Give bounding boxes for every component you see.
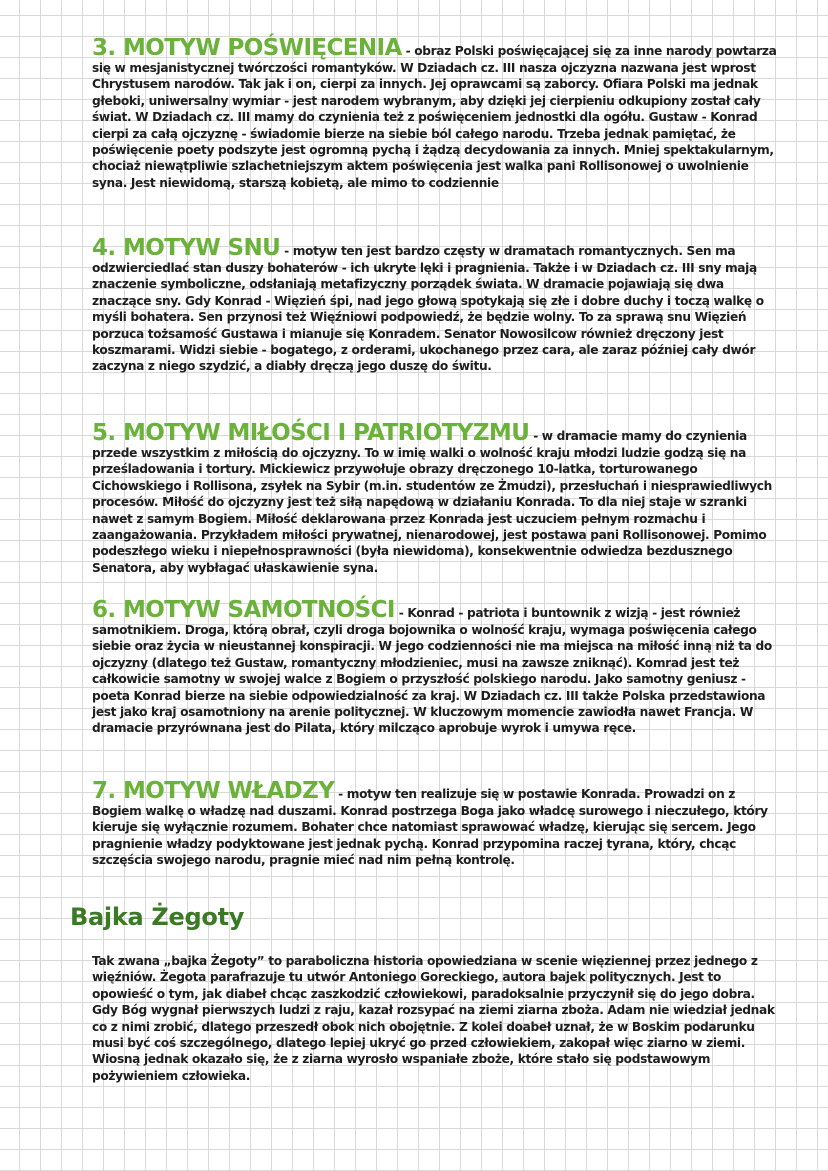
section-text: motyw ten realizuje się w postawie Konrada. Prowadzi on z Bogiem walkę o władzę nad duszami. Konrad postrzega Boga jako władcę surowego i nieczułego, który kieruje się wyłącznie rozumem. Bohater chce natomiast sprawować władzę, kierując się sercem. Jego pragnienie władzy podyktowane jest jednak pychą. Konrad przypomina raczej tyrana, który, chcąc szczęścia swojego narodu, pragnie mieć nad nim pełną kontrolę. — [92, 787, 768, 868]
section-heading: 3. MOTYW POŚWIĘCENIA — [92, 35, 402, 61]
section-paragraph: 4. MOTYW SNU - motyw ten jest bardzo częsty w dramatach romantycznych. Sen ma odzwierciedlać stan duszy bohaterów - ich ukryte lęki i pragnienia. Także i w Dziadach cz. III sny mają znaczenie symboliczne, odsłaniają metafizyczny porządek świata. W dramacie pojawiają się dwa znaczące sny. Gdy Konrad - Więzień śpi, nad jego głową spotykają się złe i dobre duchy i toczą walkę o myśli bohatera. Sen przynosi też Więźniowi podpowiedź, że będzie wolny. To za sprawą snu Więzień porzuca tożsamość Gustawa i mianuje się Konradem. Senator Nowosilcow również dręczony jest koszmarami. Widzi siebie - bogatego, z orderami, ukochanego przez cara, ale zaraz później cały dwór zaczyna z niego szydzić, a diabły dręczą jego duszę do świtu. — [92, 235, 764, 374]
section-motyw-wladzy — [92, 779, 784, 869]
section-text: Konrad - patriota i buntownik z wizją - jest również samotnikiem. Droga, którą obrał, czyli droga bojownika o wolność kraju, wymaga poświęcenia całego siebie oraz życia w nieustannej konspiracji. W jego codzienności nie ma miejsca na miłość inną niż ta do ojczyzny (dlatego też Gustaw, romantyczny młodzieniec, musi na zawsze zniknąć). Komrad jest też całkowicie samotny w swojej walce z Bogiem o przyszłość polskiego narodu. Jako samotny geniusz - poeta Konrad bierze na siebie odpowiedzialność za kraj. W Dziadach cz. III także Polska przedstawiona jest jako kraj osamotniony na arenie politycznej. W kluczowym momencie zawiodła nawet Francja. W dramacie przyrównana jest do Pilata, który milcząco aprobuje wyrok i umywa ręce. — [92, 606, 772, 736]
section-motyw-samotnosci — [92, 598, 784, 737]
section-heading: 4. MOTYW SNU — [92, 235, 281, 261]
section-heading: 5. MOTYW MIŁOŚCI I PATRIOTYZMU — [92, 420, 530, 446]
section-text: w dramacie mamy do czynienia przede wszystkim z miłością do ojczyzny. To w imię walki o wolność kraju młodzi ludzie godzą się na prześladowania i tortury. Mickiewicz przywołuje obrazy dręczonego 10-latka, torturowanego Cichowskiego i Rollisona, zsyłek na Sybir (m.in. studentów ze Żmudzi), przesłuchań i niesprawiedliwych procesów. Miłość do ojczyzny jest też siłą napędową w działaniu Konrada. To dla niej staje w szranki nawet z samym Bogiem. Miłość deklarowana przez Konrada jest uczuciem pełnym rozmachu i zaangażowania. Przykładem miłości prywatnej, nienarodowej, jest postawa pani Rollisonowej. Pomimo podeszłego wieku i niepełnosprawności (była niewidoma), konsekwentnie odwiedza bezdusznego Senatora, aby wybłagać ułaskawienie syna. — [92, 429, 772, 575]
section-paragraph: 6. MOTYW SAMOTNOŚCI - Konrad - patriota i buntownik z wizją - jest również samotnikiem. Droga, którą obrał, czyli droga bojownika o wolność kraju, wymaga poświęcenia całego siebie oraz życia w nieustannej konspiracji. W jego codzienności nie ma miejsca na miłość inną niż ta do ojczyzny (dlatego też Gustaw, romantyczny młodzieniec, musi na zawsze zniknąć). Komrad jest też całkowicie samotny w swojej walce z Bogiem o przyszłość polskiego narodu. Jako samotny geniusz - poeta Konrad bierze na siebie odpowiedzialność za kraj. W Dziadach cz. III także Polska przedstawiona jest jako kraj osamotniony na arenie politycznej. W kluczowym momencie zawiodła nawet Francja. W dramacie przyrównana jest do Pilata, który milcząco aprobuje wyrok i umywa ręce. — [92, 597, 772, 736]
section-paragraph: 5. MOTYW MIŁOŚCI I PATRIOTYZMU - w dramacie mamy do czynienia przede wszystkim z miłością do ojczyzny. To w imię walki o wolność kraju młodzi ludzie godzą się na prześladowania i tortury. Mickiewicz przywołuje obrazy dręczonego 10-latka, torturowanego Cichowskiego i Rollisona, zsyłek na Sybir (m.in. studentów ze Żmudzi), przesłuchań i niesprawiedliwych procesów. Miłość do ojczyzny jest też siłą napędową w działaniu Konrada. To dla niej staje w szranki nawet z samym Bogiem. Miłość deklarowana przez Konrada jest uczuciem pełnym rozmachu i zaangażowania. Przykładem miłości prywatnej, nienarodowej, jest postawa pani Rollisonowej. Pomimo podeszłego wieku i niepełnosprawności (była niewidoma), konsekwentnie odwiedza bezdusznego Senatora, aby wybłagać ułaskawienie syna. — [92, 420, 772, 575]
bajka-zegoty-text: Tak zwana „bajka Żegoty” to paraboliczna historia opowiedziana w scenie więziennej przez jednego z więźniów. Żegota parafrazuje tu utwór Antoniego Goreckiego, autora bajek politycznych. Jest to opowieść o tym, jak diabeł chcąc zaszkodzić człowiekowi, paradoksalnie przyczynił się do jego dobra. Gdy Bóg wygnał pierwszych ludzi z raju, kazał rozsypać na ziemi ziarna zboża. Adam nie wiedział jednak co z nimi zrobić, dlatego przeszedł obok nich obojętnie. Z kolei doabeł uznał, że w Boskim podarunku musi być coś szczególnego, dlatego lepiej ukryć go przed człowiekiem, zakopał więc ziarno w ziemi. Wiosną jednak okazało się, że z ziarna wyrosło wspaniałe zboże, które stało się podstawowym pożywieniem człowieka. — [92, 954, 775, 1083]
section-motyw-milosci-i-patriotyzmu — [92, 421, 784, 576]
section-paragraph: 7. MOTYW WŁADZY - motyw ten realizuje się w postawie Konrada. Prowadzi on z Bogiem walkę o władzę nad duszami. Konrad postrzega Boga jako władcę surowego i nieczułego, który kieruje się wyłącznie rozumem. Bohater chce natomiast sprawować władzę, kierując się sercem. Jego pragnienie władzy podyktowane jest jednak pychą. Konrad przypomina raczej tyrana, który, chcąc szczęścia swojego narodu, pragnie mieć nad nim pełną kontrolę. — [92, 778, 768, 868]
bajka-zegoty-title: Bajka Żegoty — [70, 903, 245, 931]
section-heading: 6. MOTYW SAMOTNOŚCI — [92, 597, 395, 623]
section-paragraph: 3. MOTYW POŚWIĘCENIA - obraz Polski poświęcającej się za inne narody powtarza się w mesjanistycznej twórczości romantyków. W Dziadach cz. III nasza ojczyzna nazwana jest wprost Chrystusem narodów. Tak jak i on, cierpi za innych. Jej oprawcami są zaborcy. Ofiara Polski ma jednak głeboki, uniwersalny wymiar - jest narodem wybranym, aby dzięki jej cierpieniu odkupiony został cały świat. W Dziadach cz. III mamy do czynienia też z poświęceniem jednostki dla ogółu. Gustaw - Konrad cierpi za całą ojczyznę - świadomie bierze na siebie ból całego narodu. Trzeba jednak pamiętać, że poświęcenie poety podszyte jest ogromną pychą i żądzą decydowania za innych. Mniej spektakularnym, chociaż niewątpliwie szlachetniejszym aktem poświęcenia jest walka pani Rollisonowej o uwolnienie syna. Jest niewidomą, starszą kobietą, ale mimo to codziennie — [92, 35, 777, 190]
section-bajka-zegoty — [92, 953, 784, 1084]
section-motyw-snu — [92, 236, 784, 375]
section-heading: 7. MOTYW WŁADZY — [92, 778, 335, 804]
section-motyw-poswiecenia — [92, 36, 784, 191]
section-text: obraz Polski poświęcającej się za inne narody powtarza się w mesjanistycznej twórczości romantyków. W Dziadach cz. III nasza ojczyzna nazwana jest wprost Chrystusem narodów. Tak jak i on, cierpi za innych. Jej oprawcami są zaborcy. Ofiara Polski ma jednak głeboki, uniwersalny wymiar - jest narodem wybranym, aby dzięki jej cierpieniu odkupiony został cały świat. W Dziadach cz. III mamy do czynienia też z poświęceniem jednostki dla ogółu. Gustaw - Konrad cierpi za całą ojczyznę - świadomie bierze na siebie ból całego narodu. Trzeba jednak pamiętać, że poświęcenie poety podszyte jest ogromną pychą i żądzą decydowania za innych. Mniej spektakularnym, chociaż niewątpliwie szlachetniejszym aktem poświęcenia jest walka pani Rollisonowej o uwolnienie syna. Jest niewidomą, starszą kobietą, ale mimo to codziennie — [92, 44, 777, 190]
section-text: motyw ten jest bardzo częsty w dramatach romantycznych. Sen ma odzwierciedlać stan duszy bohaterów - ich ukryte lęki i pragnienia. Także i w Dziadach cz. III sny mają znaczenie symboliczne, odsłaniają metafizyczny porządek świata. W dramacie pojawiają się dwa znaczące sny. Gdy Konrad - Więzień śpi, nad jego głową spotykają się złe i dobre duchy i toczą walkę o myśli bohatera. Sen przynosi też Więźniowi podpowiedź, że będzie wolny. To za sprawą snu Więzień porzuca tożsamość Gustawa i mianuje się Konradem. Senator Nowosilcow również dręczony jest koszmarami. Widzi siebie - bogatego, z orderami, ukochanego przez cara, ale zaraz później cały dwór zaczyna z niego szydzić, a diabły dręczą jego duszę do świtu. — [92, 244, 764, 374]
